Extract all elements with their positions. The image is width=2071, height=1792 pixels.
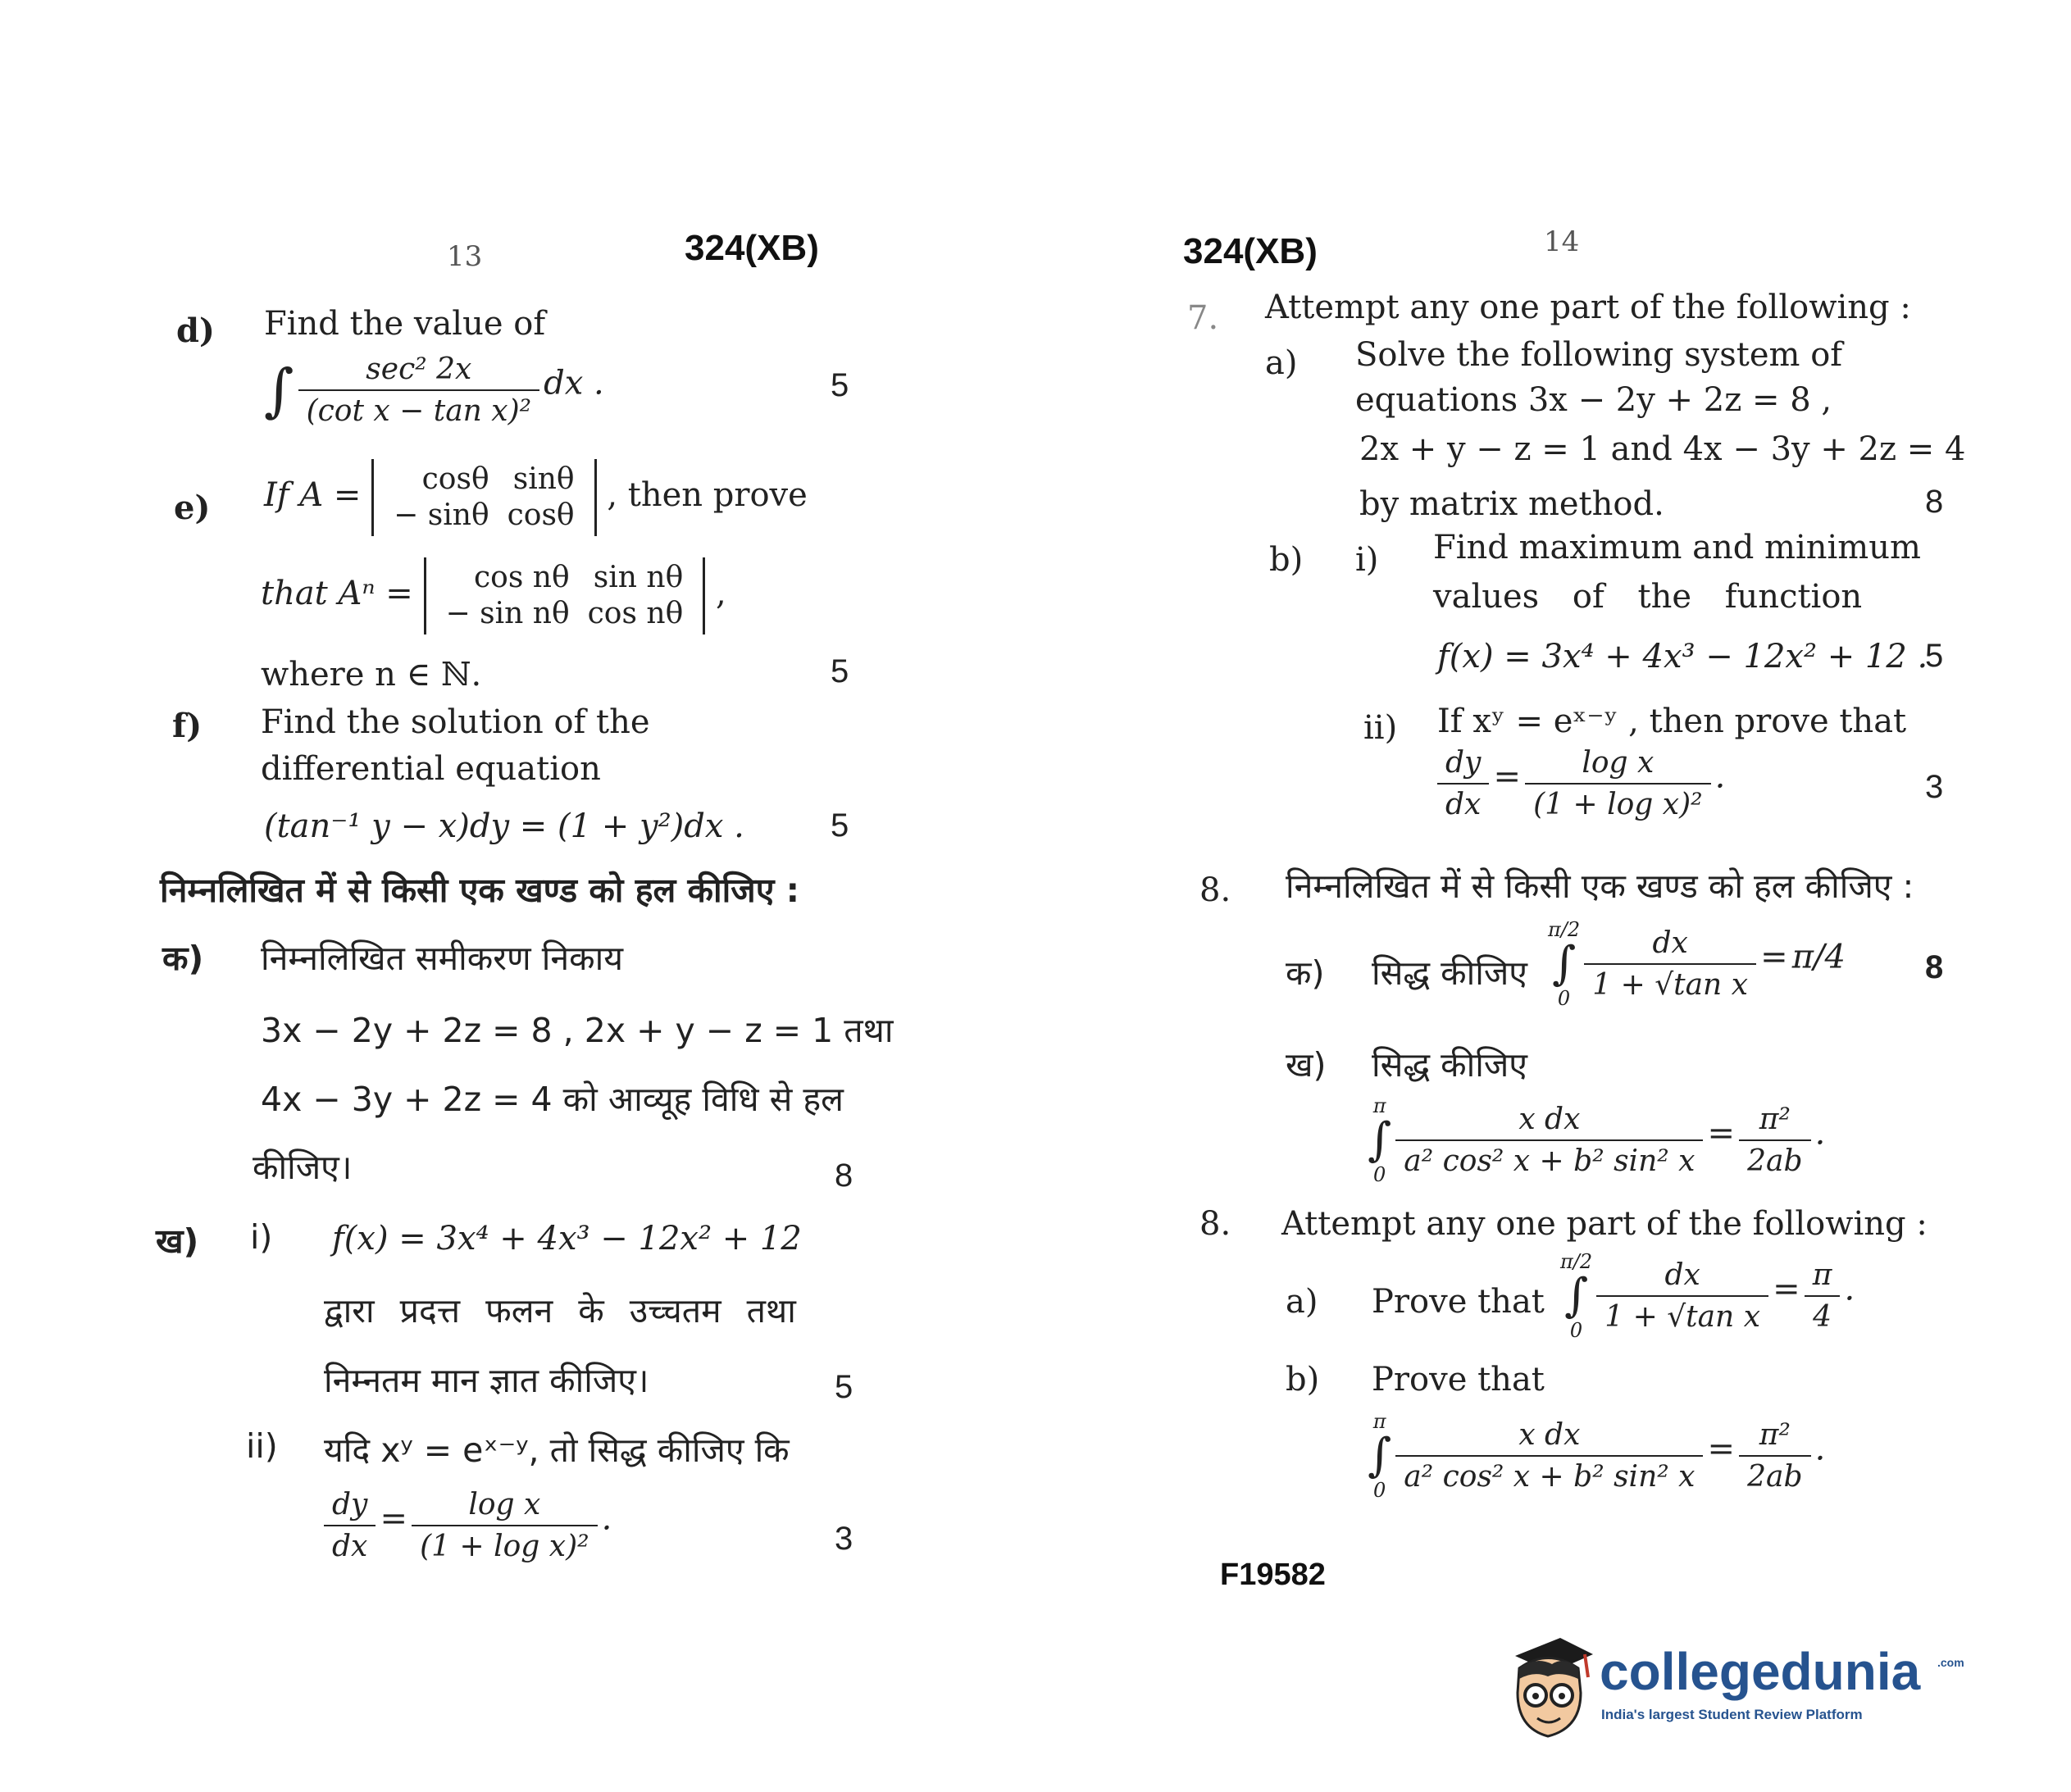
question-d-marks: 5 [831, 367, 849, 403]
q8-hindi-kha-text: सिद्ध कीजिए [1372, 1045, 1527, 1085]
log-numerator: log x [412, 1488, 597, 1526]
hindi-ka-text3: 4x − 3y + 2z = 4 को आव्यूह विधि से हल [261, 1080, 844, 1119]
lower-limit: 0 [1557, 987, 1571, 1010]
result-denominator: 4 [1813, 1300, 1832, 1334]
integrand-denominator: 1 + √tan x [1592, 968, 1748, 1002]
integral-sign: ∫ [1368, 1429, 1392, 1482]
matrix-a-power-n [424, 557, 706, 634]
question-f-text1: Find the solution of the [261, 703, 650, 741]
question-f-marks: 5 [831, 807, 849, 844]
integrand-numerator: dx [1596, 1258, 1768, 1297]
hindi-kha-ii-text: यदि xʸ = eˣ⁻ʸ, तो सिद्ध कीजिए कि [324, 1430, 790, 1470]
hindi-kha-ii-derivative: $\frac{dy}{dx}$ = $\frac{\text{log x}}{\text{(1 + log x)²}}$ . [324, 1488, 612, 1563]
question-e-result [261, 557, 726, 634]
q7b-ii-label: ii) [1363, 709, 1398, 747]
hindi-kha-i-label: i) [250, 1217, 273, 1257]
q8-instruction: Attempt any one part of the following : [1281, 1205, 1928, 1243]
upper-limit: π [1372, 1094, 1386, 1117]
integrand-fraction [1395, 1418, 1703, 1494]
q8-number: 8. [1199, 1205, 1231, 1243]
log-numerator: log x [1525, 746, 1710, 785]
question-d-text: Find the value of [264, 305, 546, 343]
definite-integral [1368, 1410, 1391, 1502]
hindi-kha-ii-marks: 3 [835, 1521, 853, 1557]
q7b-i-label: i) [1355, 541, 1379, 579]
integrand-denominator: a² cos² x + b² sin² x [1404, 1460, 1695, 1494]
q8-hindi-kha-integral: π ∫ 0 $\frac{\text{x dx}}{\text{a² cos² x + b² sin² x}}$ = $\frac{\text{π²}}{2ab}$ . [1368, 1094, 1826, 1186]
q8a-integral: π/2 ∫ 0 $\frac{dx}{\text{1 + √tan x}}$ = $\frac{\pi}{4}$ . [1560, 1250, 1855, 1342]
q8b-text: Prove that [1372, 1361, 1545, 1399]
integrand-numerator: x dx [1395, 1103, 1703, 1141]
q7a-text4: by matrix method. [1359, 485, 1664, 523]
q8-hindi-ka-marks: 8 [1925, 949, 1944, 985]
matrix-an-cell: cos nθ [587, 597, 684, 630]
mascot-icon [1503, 1631, 1593, 1746]
q8-hindi-kha-label: ख) [1286, 1045, 1327, 1085]
q7b-ii-marks: 3 [1925, 769, 1944, 805]
log-denominator: (1 + log x)² [1533, 788, 1703, 821]
dx-denominator: dx [1445, 788, 1482, 821]
definite-integral [1548, 918, 1580, 1010]
q7a-marks: 8 [1925, 484, 1944, 520]
upper-limit: π/2 [1560, 1250, 1593, 1273]
q8-hindi-ka-text: सिद्ध कीजिए [1372, 953, 1527, 993]
question-d-dx: dx . [544, 364, 604, 403]
result-denominator: 2ab [1747, 1460, 1803, 1494]
hindi-ka-text4: कीजिए। [253, 1148, 353, 1187]
result-numerator: π² [1739, 1418, 1810, 1457]
definite-integral [1560, 1250, 1592, 1342]
question-e-marks: 5 [831, 653, 849, 689]
q8b-integral: π ∫ 0 $\frac{\text{x dx}}{\text{a² cos² x + b² sin² x}}$ = $\frac{\text{π²}}{2ab}$ . [1368, 1410, 1826, 1502]
lower-limit: 0 [1372, 1163, 1386, 1186]
lower-limit: 0 [1372, 1479, 1386, 1502]
result-numerator: π² [1739, 1103, 1810, 1141]
hindi-kha-i-equation: f(x) = 3x⁴ + 4x³ − 12x² + 12 [332, 1220, 802, 1258]
question-d-denominator: (cot x − tan x)² [306, 394, 532, 428]
definite-integral [1368, 1094, 1391, 1186]
matrix-a-cell: sinθ [512, 462, 575, 496]
log-fraction [412, 1488, 597, 1563]
q7-number: 7. [1187, 299, 1219, 337]
hindi-section-heading: निम्नलिखित में से किसी एक खण्ड को हल कीजिए : [160, 871, 800, 910]
integral-sign: ∫ [1563, 1269, 1589, 1322]
result-numerator: π [1805, 1258, 1841, 1297]
dy-dx-fraction [324, 1488, 376, 1563]
hindi-kha-ii-label: ii) [246, 1426, 278, 1466]
question-e-then: , then prove [607, 476, 808, 514]
log-fraction [1525, 746, 1710, 821]
integrand-denominator: 1 + √tan x [1604, 1300, 1760, 1334]
question-e-statement [264, 459, 808, 536]
integral-sign: ∫ [1368, 1113, 1392, 1167]
logo-domain-suffix: .com [1937, 1656, 1964, 1669]
integrand-denominator: a² cos² x + b² sin² x [1404, 1144, 1695, 1178]
footer-paper-code: F19582 [1220, 1558, 1326, 1592]
dy-numerator: dy [1437, 746, 1489, 785]
hindi-ka-marks: 8 [835, 1158, 853, 1194]
hindi-kha-i-text2: निम्नतम मान ज्ञात कीजिए। [324, 1361, 649, 1400]
question-e-where: where n ∈ ℕ. [261, 656, 482, 694]
upper-limit: π [1372, 1410, 1386, 1433]
logo-tagline: India's largest Student Review Platform [1601, 1707, 1863, 1722]
q8-hindi-ka-label: क) [1286, 953, 1325, 993]
hindi-ka-text2: 3x − 2y + 2z = 8 , 2x + y − z = 1 तथा [261, 1011, 894, 1050]
matrix-an-cell: − sin nθ [445, 597, 570, 630]
result-denominator: 2ab [1747, 1144, 1803, 1178]
collegedunia-logo[interactable] [1503, 1631, 2071, 1754]
question-f-text2: differential equation [261, 750, 601, 788]
dx-denominator: dx [332, 1530, 368, 1563]
result-fraction [1805, 1258, 1841, 1334]
q8a-text: Prove that [1372, 1283, 1545, 1321]
q7a-text1: Solve the following system of [1355, 336, 1843, 374]
left-paper-code: 324(XB) [685, 228, 819, 268]
upper-limit: π/2 [1548, 918, 1581, 941]
q7b-ii-text: If xʸ = eˣ⁻ʸ , then prove that [1437, 703, 1907, 740]
question-d-label: d) [176, 312, 215, 350]
question-d-integral [264, 352, 604, 428]
integral-result: π/4 [1791, 938, 1846, 976]
q8-hindi-number: 8. [1199, 871, 1231, 909]
integrand-numerator: x dx [1395, 1418, 1703, 1457]
integral-sign: ∫ [264, 357, 294, 424]
logo-brand-name: collegedunia [1600, 1642, 1921, 1701]
q7b-i-marks: 5 [1925, 638, 1944, 674]
q7-instruction: Attempt any one part of the following : [1265, 289, 1911, 326]
question-f-equation: (tan⁻¹ y − x)dy = (1 + y²)dx . [264, 807, 744, 845]
q8b-label: b) [1286, 1361, 1320, 1399]
hindi-ka-label: क) [162, 939, 204, 978]
result-fraction [1739, 1103, 1810, 1178]
question-e-if: If A = [264, 476, 362, 514]
matrix-a-cell: − sinθ [394, 498, 489, 532]
matrix-a-cell: cosθ [507, 498, 575, 532]
matrix-an-cell: cos nθ [474, 561, 570, 594]
q7b-i-equation: f(x) = 3x⁴ + 4x³ − 12x² + 12 . [1437, 638, 1928, 675]
integrand-fraction [1596, 1258, 1768, 1334]
right-page [1036, 0, 2071, 1792]
hindi-kha-i-text1: द्वारा प्रदत्त फलन के उच्चतम तथा [324, 1291, 796, 1330]
log-denominator: (1 + log x)² [420, 1530, 589, 1563]
lower-limit: 0 [1569, 1319, 1583, 1342]
right-paper-code: 324(XB) [1183, 231, 1318, 271]
q7b-i-text2: values of the function [1433, 578, 1863, 616]
q7b-ii-derivative: $\frac{dy}{dx}$ = $\frac{\text{log x}}{\text{(1 + log x)²}}$ . [1437, 746, 1725, 821]
question-e-label: e) [174, 489, 211, 527]
question-f-label: f) [172, 707, 203, 745]
dy-dx-fraction [1437, 746, 1489, 821]
q7b-i-text1: Find maximum and minimum [1433, 529, 1921, 566]
question-e-comma: , [715, 575, 726, 612]
right-page-number: 14 [1544, 225, 1580, 258]
question-d-fraction [298, 352, 539, 428]
hindi-ka-text1: निम्नलिखित समीकरण निकाय [261, 939, 623, 978]
integrand-numerator: dx [1584, 926, 1756, 965]
hindi-kha-i-marks: 5 [835, 1369, 853, 1405]
left-page-number: 13 [447, 240, 483, 273]
integrand-fraction [1584, 926, 1756, 1002]
integrand-fraction [1395, 1103, 1703, 1178]
question-d-numerator: sec² 2x [298, 352, 539, 391]
q7a-text2: equations 3x − 2y + 2z = 8 , [1355, 381, 1832, 419]
question-e-that: that Aⁿ = [261, 575, 413, 612]
q7a-text3: 2x + y − z = 1 and 4x − 3y + 2z = 4 [1359, 430, 1966, 468]
matrix-a [371, 459, 596, 536]
result-fraction [1739, 1418, 1810, 1494]
integral-sign: ∫ [1551, 937, 1577, 990]
dy-numerator: dy [324, 1488, 376, 1526]
matrix-a-cell: cosθ [421, 462, 489, 496]
q8-hindi-heading: निम्नलिखित में से किसी एक खण्ड को हल कीजिए : [1286, 866, 1914, 906]
hindi-kha-label: ख) [156, 1221, 199, 1261]
q7a-label: a) [1265, 344, 1298, 382]
q7b-label: b) [1269, 541, 1304, 579]
q8-hindi-ka-integral: π/2 ∫ 0 $\frac{dx}{\text{1 + √tan x}}$ = π/4 [1548, 918, 1846, 1010]
q8a-label: a) [1286, 1283, 1318, 1321]
matrix-an-cell: sin nθ [593, 561, 684, 594]
